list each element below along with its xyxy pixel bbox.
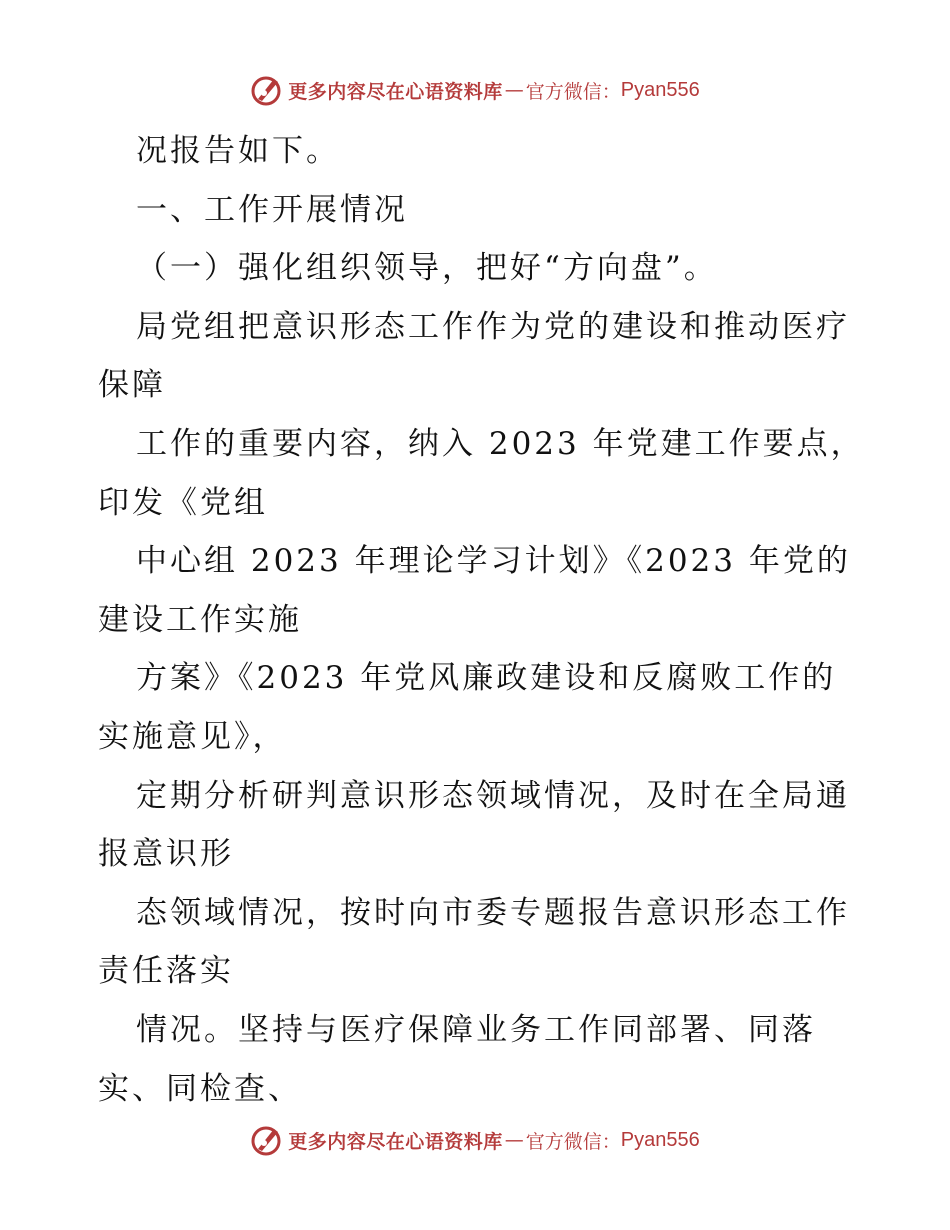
body-line: 印发《党组 (98, 484, 268, 521)
header-contact-label: 官方微信： (525, 80, 621, 103)
body-line: 方案》《2023 年党风廉政建设和反腐败工作的 (136, 660, 837, 697)
quill-logo-icon (250, 1123, 284, 1157)
body-line: 工作的重要内容，纳入 2023 年党建工作要点， (136, 425, 865, 462)
subsection-heading: （一）强化组织领导，把好“方向盘”。 (136, 250, 718, 287)
footer-watermark (0, 1120, 950, 1160)
body-line: 实施意见》， (98, 718, 287, 755)
document-body (98, 122, 865, 1118)
body-line: 定期分析研判意识形态领域情况，及时在全局通 (136, 777, 850, 814)
footer-contact-label: 官方微信： (525, 1130, 621, 1153)
footer-slogan: 更多内容尽在心语资料库 (288, 1130, 503, 1153)
body-line: 情况。坚持与医疗保障业务工作同部署、同落 (136, 1011, 816, 1048)
header-slogan: 更多内容尽在心语资料库 (288, 80, 503, 103)
body-line: 实、同检查、 (98, 1070, 302, 1107)
body-line: 建设工作实施 (98, 601, 302, 638)
body-line: 态领域情况，按时向市委专题报告意识形态工作 (136, 894, 850, 931)
footer-separator: — (504, 1129, 524, 1151)
section-heading: 一、工作开展情况 (136, 191, 408, 228)
header-separator: — (504, 79, 524, 101)
body-line: 局党组把意识形态工作作为党的建设和推动医疗 (136, 308, 850, 345)
header-contact-id: Pyan556 (620, 78, 700, 101)
quill-logo-icon (250, 73, 284, 107)
body-line: 况报告如下。 (136, 133, 340, 169)
body-line: 中心组 2023 年理论学习计划》《2023 年党的 (136, 543, 851, 580)
body-line: 责任落实 (98, 953, 234, 990)
body-line: 保障 (98, 367, 166, 404)
body-line: 报意识形 (98, 836, 234, 873)
header-watermark (0, 70, 950, 110)
footer-contact-id: Pyan556 (620, 1128, 700, 1151)
